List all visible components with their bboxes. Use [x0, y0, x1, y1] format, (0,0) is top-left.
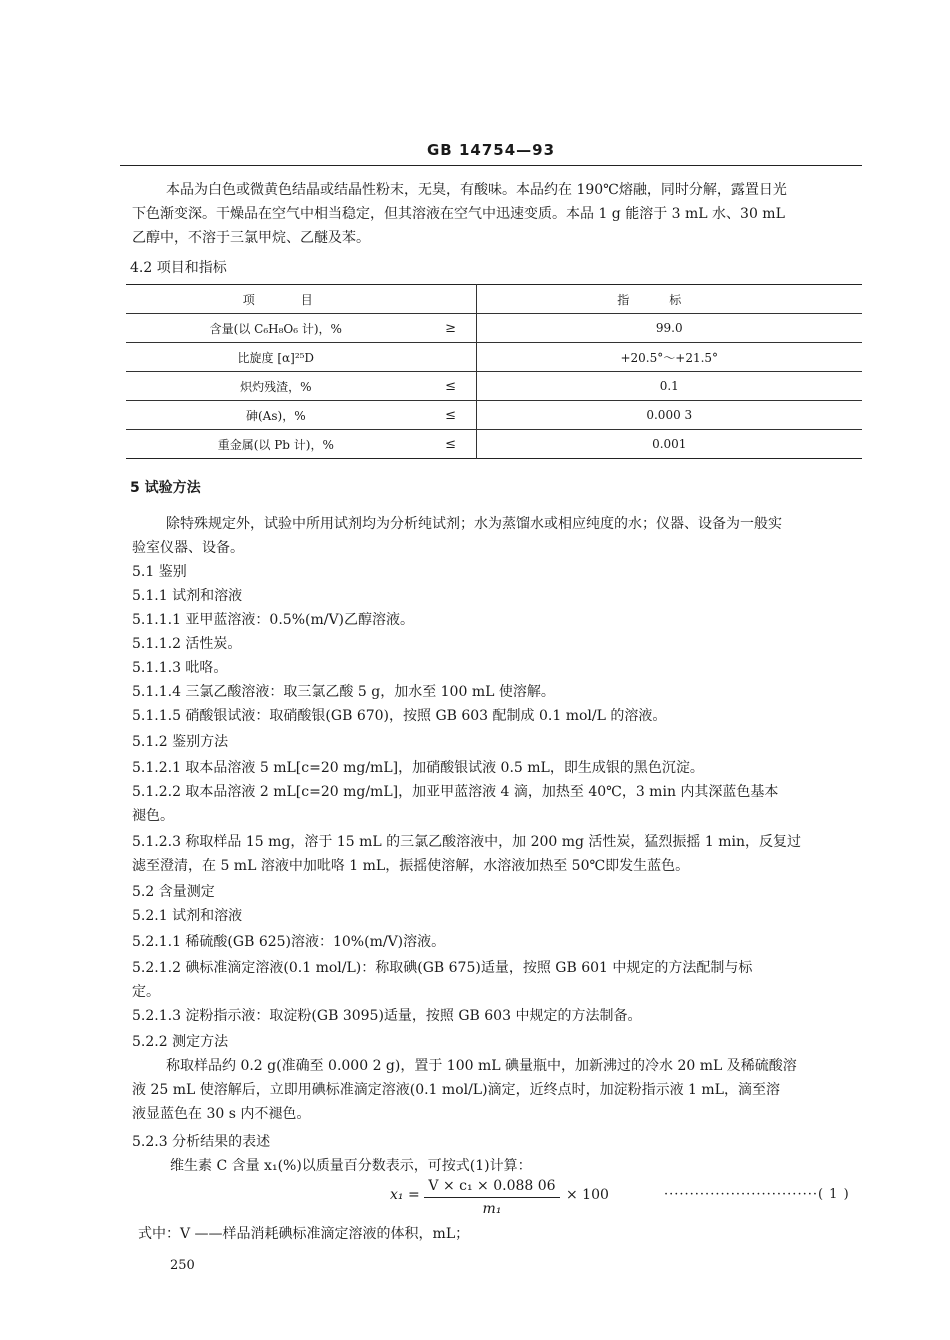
- row-operator: ≤: [445, 407, 457, 423]
- heading-5-1: 5.1 鉴别: [132, 564, 187, 580]
- item-5-2-1-1: 5.2.1.1 稀硫酸(GB 625)溶液：10%(m/V)溶液。: [132, 934, 446, 950]
- row-value: 0.001: [476, 430, 862, 459]
- item-5-1-2-2-line: 褪色。: [132, 808, 174, 824]
- row-value: 0.1: [476, 372, 862, 401]
- table-row: [126, 343, 862, 372]
- item-5-1-1-3: 5.1.1.3 吡咯。: [132, 660, 228, 676]
- where-line: 式中：V ——样品消耗碘标准滴定溶液的体积，mL；: [138, 1226, 470, 1242]
- row-value: +20.5°～+21.5°: [476, 343, 862, 372]
- column-header-value: 指标: [476, 285, 862, 314]
- formula-denominator: m₁: [482, 1201, 502, 1217]
- heading-5-2-3: 5.2.3 分析结果的表述: [132, 1134, 271, 1150]
- section-4-2-heading: 4.2 项目和指标: [130, 260, 227, 276]
- row-value: 99.0: [476, 314, 862, 343]
- row-operator: ≤: [445, 378, 457, 394]
- row-item: 砷(As)，%: [246, 408, 306, 423]
- intro-line: 下色渐变深。干燥品在空气中相当稳定，但其溶液在空气中迅速变质。本品 1 g 能溶于 3 mL 水、30 mL: [132, 206, 785, 222]
- item-5-2-1-2-line: 5.2.1.2 碘标准滴定溶液(0.1 mol/L)：称取碘(GB 675)适量，按照 GB 601 中规定的方法配制与标: [132, 960, 753, 976]
- heading-5-1-1: 5.1.1 试剂和溶液: [132, 588, 243, 604]
- header-rule: [120, 165, 862, 166]
- item-5-1-1-5: 5.1.1.5 硝酸银试液：取硝酸银(GB 670)，按照 GB 603 配制成 0.1 mol/L 的溶液。: [132, 708, 667, 724]
- item-5-2-1-2-line: 定。: [132, 984, 160, 1000]
- column-header-item: 项目: [242, 292, 359, 307]
- intro-paragraph: [132, 178, 868, 250]
- heading-5-2-2: 5.2.2 测定方法: [132, 1034, 229, 1050]
- item-5-2-1-3: 5.2.1.3 淀粉指示液：取淀粉(GB 3095)适量，按照 GB 603 中规定的方法制备。: [132, 1008, 642, 1024]
- row-item: 炽灼残渣，%: [240, 379, 312, 394]
- row-item: 重金属(以 Pb 计)，%: [217, 437, 334, 452]
- item-5-1-2-3-line: 5.1.2.3 称取样品 15 mg，溶于 15 mL 的三氯乙酸溶液中，加 200 mg 活性炭，猛烈振摇 1 min，反复过: [132, 834, 802, 850]
- method-paragraph: [132, 1054, 868, 1126]
- section-5-heading: 5 试验方法: [130, 480, 201, 496]
- section-5-intro-line: 除特殊规定外，试验中所用试剂均为分析纯试剂；水为蒸馏水或相应纯度的水；仪器、设备为一般实: [166, 516, 782, 532]
- heading-5-2: 5.2 含量测定: [132, 884, 215, 900]
- heading-5-1-2: 5.1.2 鉴别方法: [132, 734, 229, 750]
- heading-5-2-1: 5.2.1 试剂和溶液: [132, 908, 243, 924]
- row-item: 含量(以 C₆H₈O₆ 计)，%: [209, 321, 342, 336]
- formula-rhs: × 100: [566, 1187, 609, 1203]
- table-row: [126, 430, 862, 459]
- table-header-row: [126, 285, 862, 314]
- item-5-1-2-2-line: 5.1.2.2 取本品溶液 2 mL[c=20 mg/mL]，加亚甲蓝溶液 4 滴，加热至 40℃，3 min 内其深蓝色基本: [132, 784, 779, 800]
- row-item: 比旋度 [α]²⁵D: [237, 350, 315, 365]
- formula-numerator: V × c₁ × 0.088 06: [428, 1178, 556, 1194]
- item-5-1-2-1: 5.1.2.1 取本品溶液 5 mL[c=20 mg/mL]，加硝酸银试液 0.5 mL，即生成银的黑色沉淀。: [132, 760, 704, 776]
- spec-table: [126, 284, 862, 459]
- table-row: [126, 314, 862, 343]
- section-5-intro: [132, 512, 868, 560]
- row-operator: [426, 343, 476, 372]
- method-line: 液显蓝色在 30 s 内不褪色。: [132, 1106, 311, 1122]
- item-5-1-1-1: 5.1.1.1 亚甲蓝溶液：0.5%(m/V)乙醇溶液。: [132, 612, 415, 628]
- row-value: 0.000 3: [476, 401, 862, 430]
- standard-number-header: GB 14754—93: [426, 141, 556, 159]
- method-line: 液 25 mL 使溶解后，立即用碘标准滴定溶液(0.1 mol/L)滴定，近终点时，加淀粉指示液 1 mL，滴至溶: [132, 1082, 780, 1098]
- intro-line: 本品为白色或微黄色结晶或结晶性粉末，无臭，有酸味。本品约在 190℃熔融，同时分解，露置日光: [166, 182, 787, 198]
- method-line: 称取样品约 0.2 g(准确至 0.000 2 g)，置于 100 mL 碘量瓶中，加新沸过的冷水 20 mL 及稀硫酸溶: [166, 1058, 797, 1074]
- row-operator: ≤: [445, 436, 457, 452]
- item-5-1-2-3-line: 滤至澄清，在 5 mL 溶液中加吡咯 1 mL，振摇使溶解，水溶液加热至 50℃即发生蓝色。: [132, 858, 690, 874]
- table-row: [126, 401, 862, 430]
- formula-fraction: [422, 1175, 562, 1220]
- intro-line: 乙醇中，不溶于三氯甲烷、乙醚及苯。: [132, 230, 370, 246]
- item-5-1-1-4: 5.1.1.4 三氯乙酸溶液：取三氯乙酸 5 g，加水至 100 mL 使溶解。: [132, 684, 555, 700]
- row-operator: ≥: [445, 320, 457, 336]
- table-row: [126, 372, 862, 401]
- formula-intro: 维生素 C 含量 x₁(%)以质量百分数表示，可按式(1)计算：: [170, 1158, 532, 1174]
- page-number: 250: [170, 1258, 195, 1273]
- formula-lhs: x₁ =: [390, 1187, 420, 1203]
- item-5-1-1-2: 5.1.1.2 活性炭。: [132, 636, 242, 652]
- section-5-intro-line: 验室仪器、设备。: [132, 540, 244, 556]
- equation-number: ······························( 1 ): [664, 1187, 850, 1202]
